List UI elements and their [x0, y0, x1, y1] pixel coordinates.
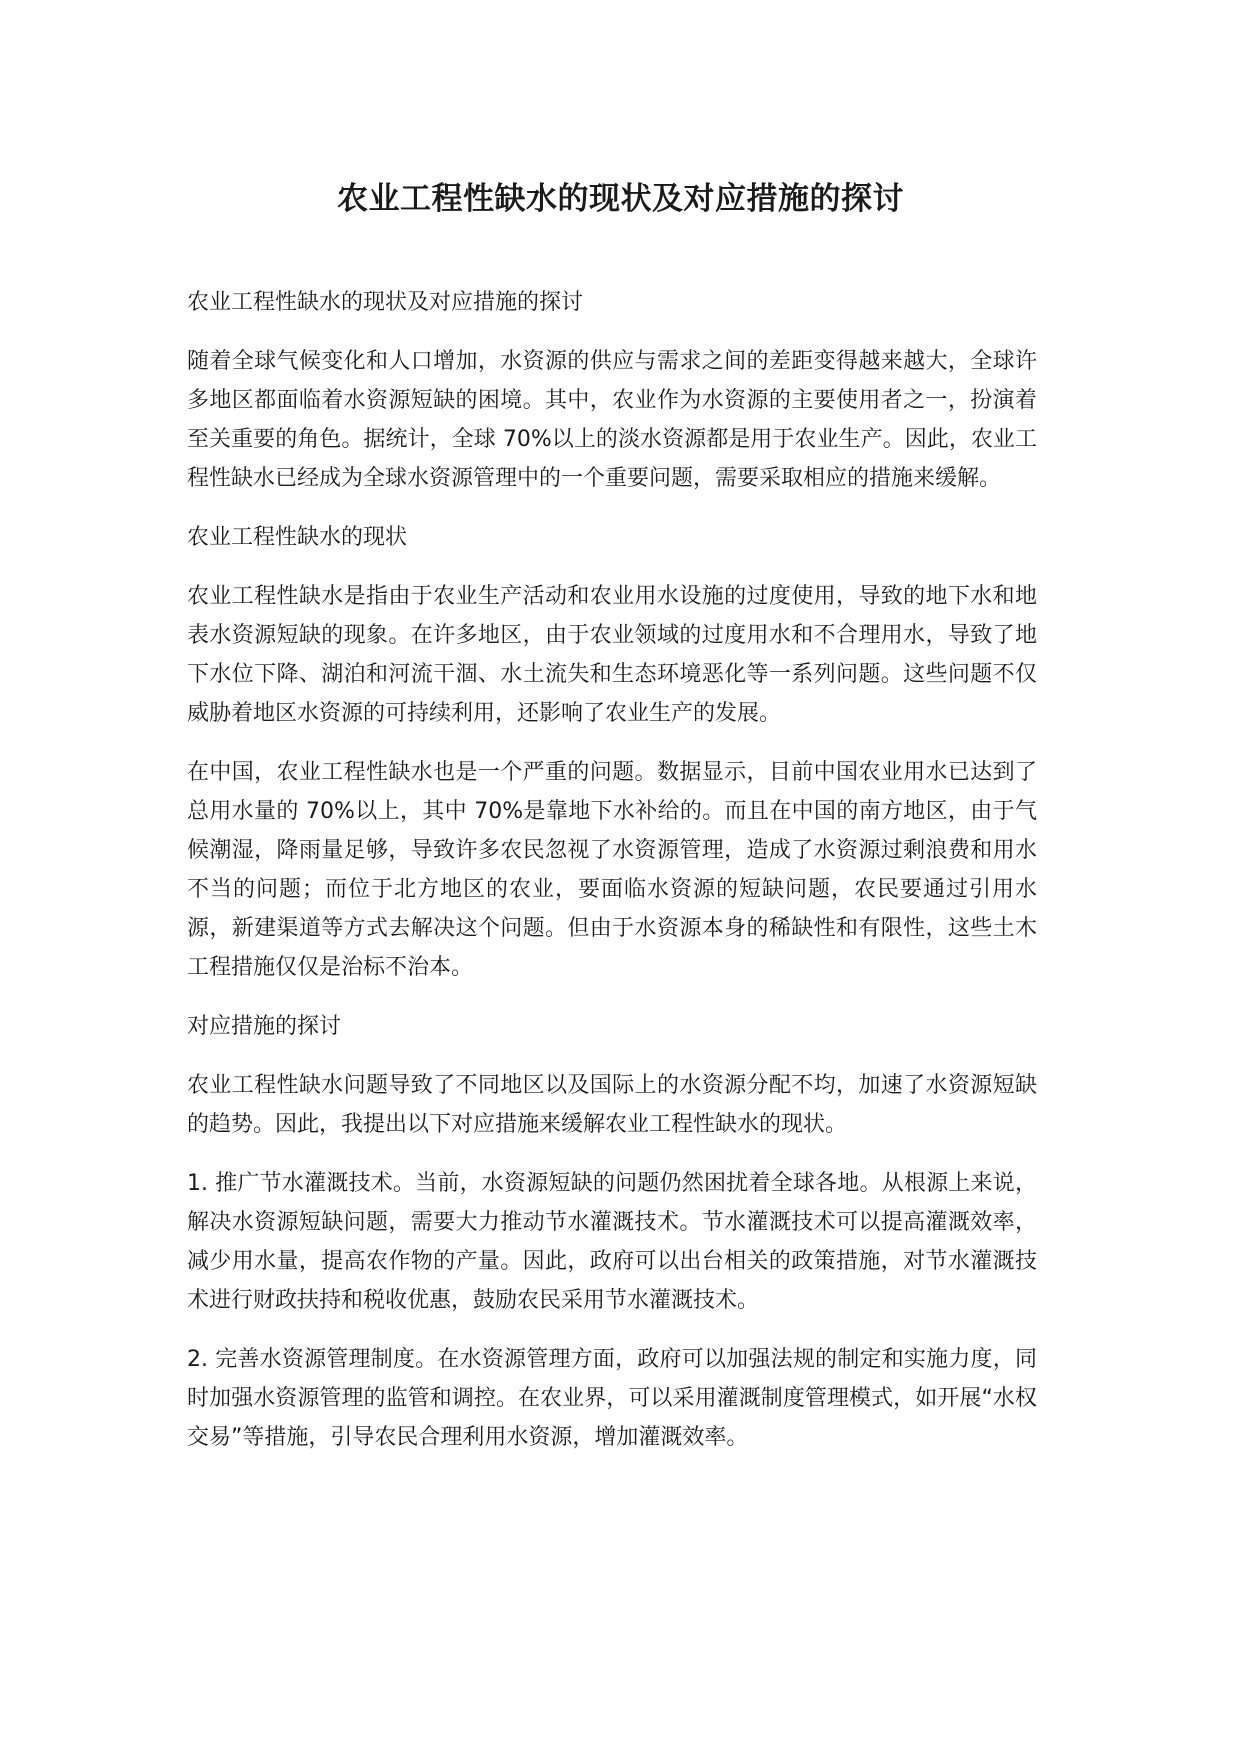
- document-body: [187, 283, 1037, 1477]
- intro-paragraph: 随着全球气候变化和人口增加，水资源的供应与需求之间的差距变得越来越大，全球许多地区都面临着水资源短缺的困境。其中，农业作为水资源的主要使用者之一，扮演着至关重要的角色。据统计，全球 70%以上的淡水资源都是用于农业生产。因此，农业工程性缺水已经成为全球水资源管理中的一个重要问题，需要采取相应的措施来缓解。: [187, 349, 1037, 491]
- status-paragraph-2: 在中国，农业工程性缺水也是一个严重的问题。数据显示，目前中国农业用水已达到了总用水量的 70%以上，其中 70%是靠地下水补给的。而且在中国的南方地区，由于气候潮湿，降雨量足够，导致许多农民忽视了水资源管理，造成了水资源过剩浪费和用水不当的问题；而位于北方地区的农业，要面临水资源的短缺问题，农民要通过引用水源，新建渠道等方式去解决这个问题。但由于水资源本身的稀缺性和有限性，这些土木工程措施仅仅是治标不治本。: [187, 760, 1037, 980]
- measures-intro-paragraph: 农业工程性缺水问题导致了不同地区以及国际上的水资源分配不均，加速了水资源短缺的趋势。因此，我提出以下对应措施来缓解农业工程性缺水的现状。: [187, 1073, 1037, 1137]
- measure-item-2: 2. 完善水资源管理制度。在水资源管理方面，政府可以加强法规的制定和实施力度，同时加强水资源管理的监管和调控。在农业界，可以采用灌溉制度管理模式，如开展“水权交易”等措施，引导农民合理利用水资源，增加灌溉效率。: [187, 1347, 1037, 1450]
- measure-item-1: 1. 推广节水灌溉技术。当前，水资源短缺的问题仍然困扰着全球各地。从根源上来说，解决水资源短缺问题，需要大力推动节水灌溉技术。节水灌溉技术可以提高灌溉效率，减少用水量，提高农作物的产量。因此，政府可以出台相关的政策措施，对节水灌溉技术进行财政扶持和税收优惠，鼓励农民采用节水灌溉技术。: [187, 1171, 1037, 1313]
- section-heading-measures: 对应措施的探讨: [187, 1014, 342, 1039]
- section-heading-status: 农业工程性缺水的现状: [187, 525, 408, 550]
- status-paragraph-1: 农业工程性缺水是指由于农业生产活动和农业用水设施的过度使用，导致的地下水和地表水资源短缺的现象。在许多地区，由于农业领域的过度用水和不合理用水，导致了地下水位下降、湖泊和河流干涸、水土流失和生态环境恶化等一系列问题。这些问题不仅威胁着地区水资源的可持续利用，还影响了农业生产的发展。: [187, 584, 1037, 726]
- intro-heading: 农业工程性缺水的现状及对应措施的探讨: [187, 290, 584, 315]
- document-title: 农业工程性缺水的现状及对应措施的探讨: [337, 181, 904, 217]
